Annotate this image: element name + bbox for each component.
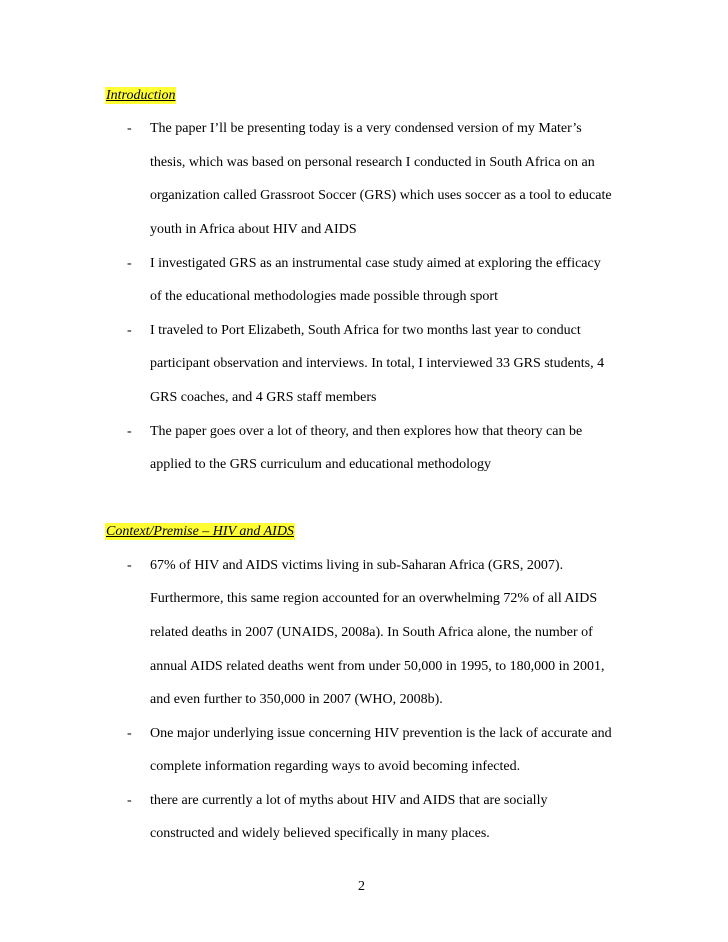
- paragraph-line: I traveled to Port Elizabeth, South Africa for two months last year to conduct: [150, 323, 581, 338]
- paragraph-line: related deaths in 2007 (UNAIDS, 2008a). In South Africa alone, the number of: [150, 625, 593, 640]
- paragraph-line: organization called Grassroot Soccer (GRS) which uses soccer as a tool to educate: [150, 188, 612, 203]
- paragraph-line: GRS coaches, and 4 GRS staff members: [150, 390, 377, 405]
- bullet-marker: -: [127, 256, 132, 271]
- paragraph-line: and even further to 350,000 in 2007 (WHO, 2008b).: [150, 692, 443, 707]
- paragraph-line: complete information regarding ways to avoid becoming infected.: [150, 759, 521, 774]
- bullet-marker: -: [127, 424, 132, 439]
- paragraph-line: 67% of HIV and AIDS victims living in sub-Saharan Africa (GRS, 2007).: [150, 558, 564, 573]
- paragraph-line: I investigated GRS as an instrumental case study aimed at exploring the efficacy: [150, 256, 601, 271]
- page-number: 2: [358, 879, 365, 894]
- paragraph-line: annual AIDS related deaths went from under 50,000 in 1995, to 180,000 in 2001,: [150, 659, 605, 674]
- paragraph-line: One major underlying issue concerning HIV prevention is the lack of accurate and: [150, 726, 612, 741]
- bullet-marker: -: [127, 121, 132, 136]
- paragraph-line: Furthermore, this same region accounted for an overwhelming 72% of all AIDS: [150, 591, 598, 606]
- paragraph-line: thesis, which was based on personal research I conducted in South Africa on an: [150, 155, 595, 170]
- section-heading-introduction: Introduction: [106, 88, 176, 103]
- paragraph-line: The paper I’ll be presenting today is a very condensed version of my Mater’s: [150, 121, 582, 136]
- paragraph-line: there are currently a lot of myths about HIV and AIDS that are socially: [150, 793, 548, 808]
- bullet-marker: -: [127, 726, 132, 741]
- bullet-marker: -: [127, 323, 132, 338]
- paragraph-line: applied to the GRS curriculum and educational methodology: [150, 457, 491, 472]
- paragraph-line: of the educational methodologies made possible through sport: [150, 289, 498, 304]
- paragraph-line: youth in Africa about HIV and AIDS: [150, 222, 357, 237]
- section-heading-context-premise: Context/Premise – HIV and AIDS: [106, 524, 294, 539]
- paragraph-line: constructed and widely believed specifically in many places.: [150, 826, 490, 841]
- paragraph-line: participant observation and interviews. In total, I interviewed 33 GRS students, 4: [150, 356, 605, 371]
- paragraph-line: The paper goes over a lot of theory, and then explores how that theory can be: [150, 424, 583, 439]
- bullet-marker: -: [127, 558, 132, 573]
- bullet-marker: -: [127, 793, 132, 808]
